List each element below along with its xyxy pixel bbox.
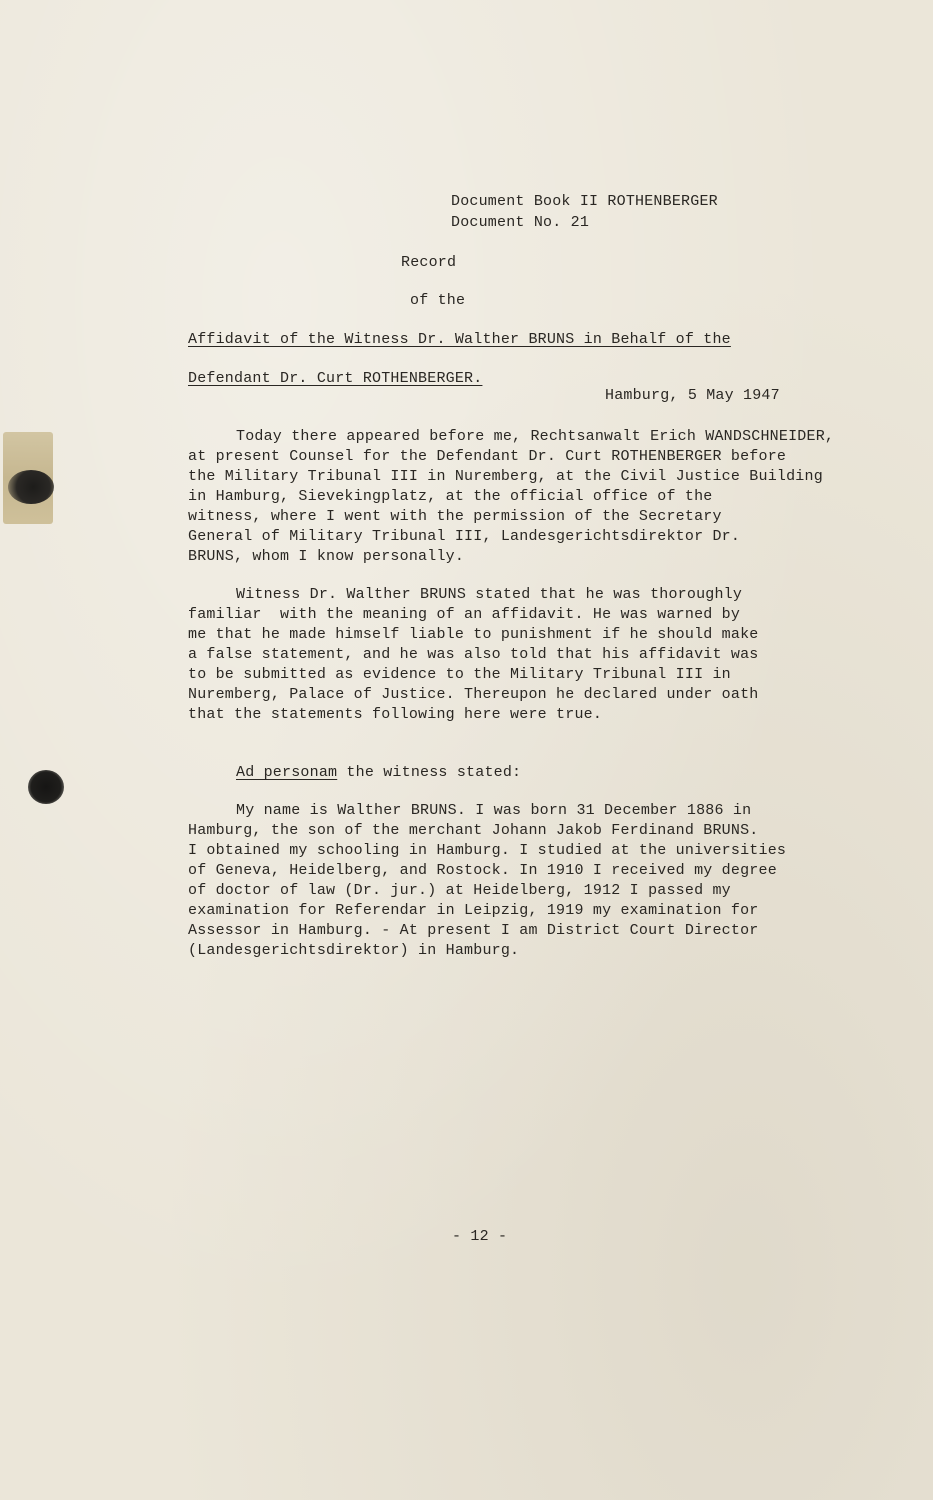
place-date: Hamburg, 5 May 1947 — [605, 387, 780, 404]
ad-personam-rest: the witness stated: — [337, 764, 522, 781]
paragraph-line: examination for Referendar in Leipzig, 1919 my examination for — [188, 902, 759, 919]
paragraph-line: Hamburg, the son of the merchant Johann Jakob Ferdinand BRUNS. — [188, 822, 759, 839]
paragraph-line: a false statement, and he was also told that his affidavit was — [188, 646, 759, 663]
document-number-line: Document No. 21 — [451, 214, 590, 231]
title-line-1: Affidavit of the Witness Dr. Walther BRUNS in Behalf of the — [188, 331, 731, 348]
document-book-line: Document Book II ROTHENBERGER — [451, 193, 718, 210]
paragraph-line: me that he made himself liable to punishment if he should make — [188, 626, 759, 643]
paragraph-line: of doctor of law (Dr. jur.) at Heidelberg, 1912 I passed my — [188, 882, 731, 899]
title-of-the: of the — [410, 292, 466, 309]
paragraph-line: that the statements following here were true. — [188, 706, 603, 723]
paragraph-line: to be submitted as evidence to the Military Tribunal III in — [188, 666, 731, 683]
title-record: Record — [401, 254, 457, 271]
paragraph-line: Today there appeared before me, Rechtsanwalt Erich WANDSCHNEIDER, — [236, 428, 835, 445]
paragraph-line: My name is Walther BRUNS. I was born 31 December 1886 in — [236, 802, 752, 819]
paragraph-line: witness, where I went with the permission of the Secretary — [188, 508, 722, 525]
paragraph-line: General of Military Tribunal III, Landesgerichtsdirektor Dr. — [188, 528, 741, 545]
paragraph-line: Witness Dr. Walther BRUNS stated that he was thoroughly — [236, 586, 743, 603]
punch-hole-bottom — [28, 770, 64, 804]
paragraph-line: of Geneva, Heidelberg, and Rostock. In 1910 I received my degree — [188, 862, 777, 879]
paragraph-line: familiar with the meaning of an affidavit. He was warned by — [188, 606, 741, 623]
paragraph-line: I obtained my schooling in Hamburg. I studied at the universities — [188, 842, 787, 859]
paragraph-line: at present Counsel for the Defendant Dr. Curt ROTHENBERGER before — [188, 448, 787, 465]
paragraph-line: in Hamburg, Sievekingplatz, at the official office of the — [188, 488, 713, 505]
page-number: - 12 - — [452, 1228, 508, 1245]
paragraph-line: the Military Tribunal III in Nuremberg, at the Civil Justice Building — [188, 468, 823, 485]
paragraph-line: Nuremberg, Palace of Justice. Thereupon he declared under oath — [188, 686, 759, 703]
ad-personam-heading — [236, 763, 521, 783]
punch-hole-top — [8, 470, 54, 504]
paragraph-line: (Landesgerichtsdirektor) in Hamburg. — [188, 942, 520, 959]
paragraph-line: BRUNS, whom I know personally. — [188, 548, 465, 565]
title-line-2: Defendant Dr. Curt ROTHENBERGER. — [188, 370, 483, 387]
ad-personam-underlined: Ad personam — [236, 764, 338, 781]
paragraph-line: Assessor in Hamburg. - At present I am District Court Director — [188, 922, 759, 939]
